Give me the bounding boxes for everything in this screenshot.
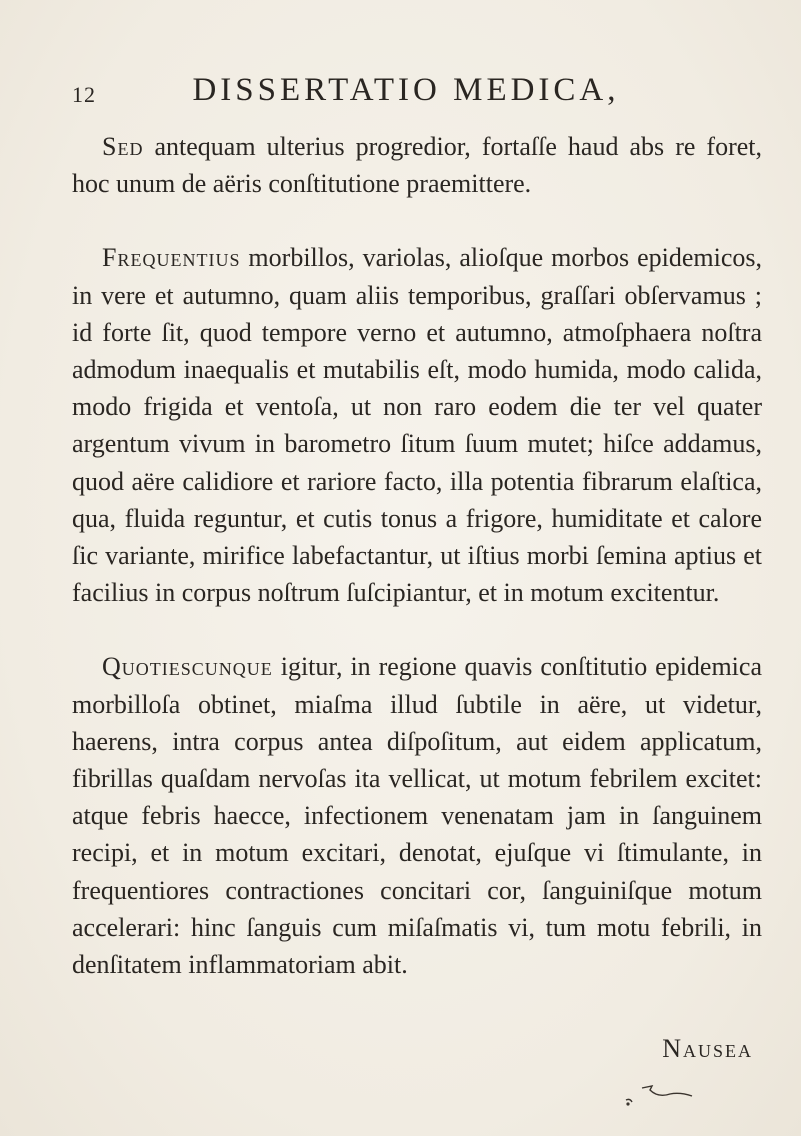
paragraph-1	[72, 128, 762, 202]
body-text	[72, 128, 762, 983]
page-header	[72, 72, 732, 112]
page-number: 12	[72, 82, 96, 107]
paragraph-3	[72, 648, 762, 983]
catchword: Nausea	[662, 1034, 753, 1063]
paragraph-2	[72, 239, 762, 611]
paragraph-lead: Sed	[102, 132, 144, 161]
paragraph-text: igitur, in regione quavis conſtitutio epidemica morbilloſa obtinet, miaſma illud ſubtile in aëre, ut videtur, haerens, intra corpus antea diſpoſitum, aut eidem applicatum, fibrillas quaſdam nervoſas ita vellicat, ut motum febrilem excitet: atque febris haecce, infectionem venenatam jam in ſanguinem recipi, et in motum excitari, denotat, ejuſque vi ſtimulante, in frequentiores contractiones concitari cor, ſanguiniſque motum accelerari: hinc ſanguis cum miſaſmatis vi, tum motu febrili, in denſitatem inflammatoriam abit.	[72, 652, 762, 980]
paragraph-lead: Quotiescunque	[102, 652, 273, 682]
printer-mark-icon	[618, 1078, 708, 1108]
paragraph-text: antequam ulterius progredior, fortaſſe haud abs re foret, hoc unum de aëris conſtitutione praemittere.	[72, 132, 762, 199]
paragraph-text: morbillos, variolas, alioſque morbos epidemicos, in vere et autumno, quam aliis temporibus, graſſari obſervamus ; id forte ſit, quod tempore verno et autumno, atmoſphaera noſtra admodum inaequalis et mutabilis eſt, modo humida, modo calida, modo frigida et ventoſa, ut non raro eodem die ter vel quater argentum vivum in barometro ſitum ſuum mutet; hiſce addamus, quod aëre calidiore et rariore facto, illa potentia fibrarum elaſtica, qua, fluida reguntur, et cutis tonus a frigore, humiditate et calore ſic variante, mirifice labefactantur, ut iſtius morbi ſemina aptius et facilius in corpus noſtrum ſuſcipiantur, et in motum excitentur.	[72, 243, 762, 608]
running-title: DISSERTATIO MEDICA,	[192, 72, 620, 108]
paragraph-lead: Frequentius	[102, 243, 241, 273]
